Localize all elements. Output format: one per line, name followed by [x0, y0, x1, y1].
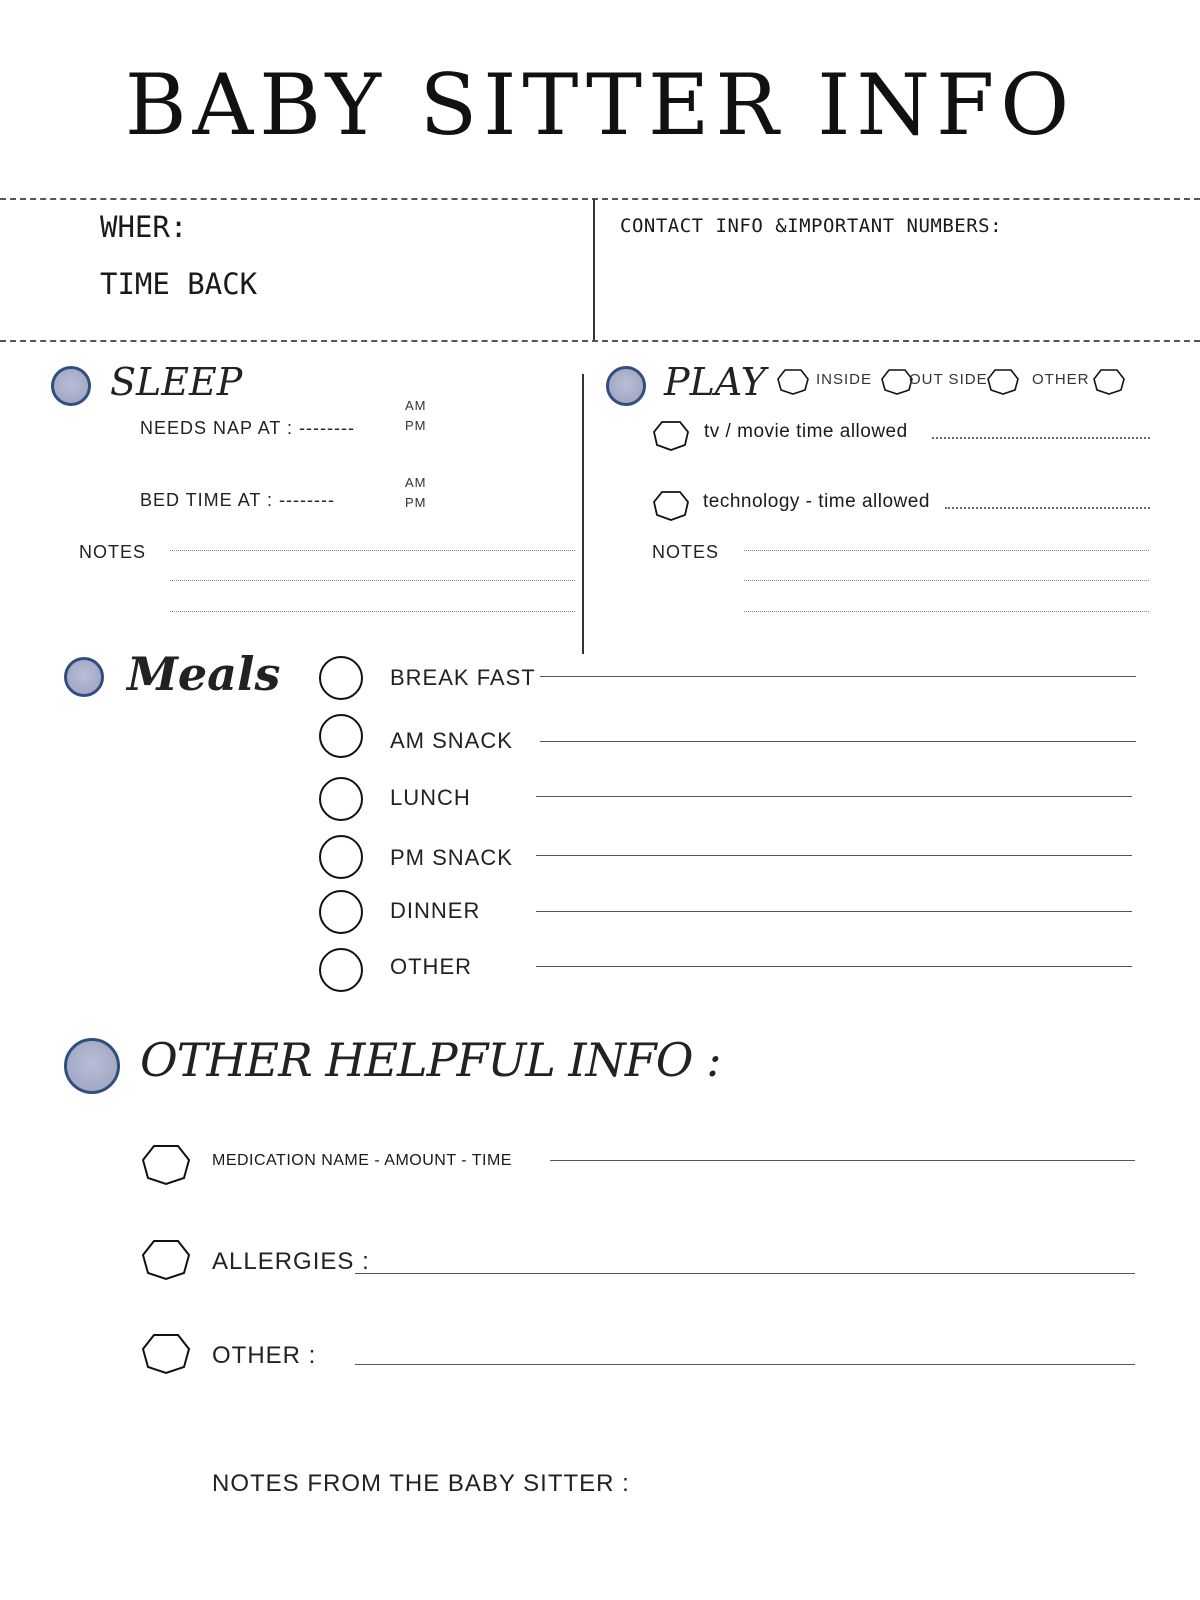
bed-pm-label: PM	[405, 495, 427, 510]
time-back-label: TIME BACK	[100, 267, 258, 301]
inside-checkbox-icon[interactable]	[777, 369, 809, 395]
breakfast-line[interactable]	[540, 676, 1136, 677]
medication-label: MEDICATION NAME - AMOUNT - TIME	[212, 1152, 512, 1169]
play-option-other: OTHER	[1032, 371, 1090, 388]
play-extra-checkbox-icon[interactable]	[1093, 369, 1125, 395]
meal-dinner-label: DINNER	[390, 898, 481, 923]
other-info-section-dot	[64, 1038, 120, 1094]
sleep-notes-line-1[interactable]	[170, 550, 575, 551]
tv-time-label: tv / movie time allowed	[704, 421, 908, 442]
play-notes-line-3[interactable]	[744, 611, 1149, 612]
am-snack-line[interactable]	[540, 741, 1136, 742]
pm-snack-line[interactable]	[536, 855, 1132, 856]
page-title: BABY SITTER INFO	[124, 56, 1076, 154]
technology-time-checkbox-icon[interactable]	[653, 491, 689, 521]
other-play-checkbox-icon[interactable]	[987, 369, 1019, 395]
tv-time-checkbox-icon[interactable]	[653, 421, 689, 451]
dinner-checkbox[interactable]	[319, 890, 363, 934]
tv-time-line[interactable]	[932, 437, 1150, 439]
meal-lunch-label: LUNCH	[390, 785, 471, 810]
sleep-section-dot	[51, 366, 91, 406]
medication-checkbox-icon[interactable]	[142, 1145, 190, 1185]
technology-time-line[interactable]	[945, 507, 1150, 509]
play-notes-line-2[interactable]	[744, 580, 1149, 581]
allergies-checkbox-icon[interactable]	[142, 1240, 190, 1280]
play-notes-label: NOTES	[652, 542, 720, 562]
nap-pm-label: PM	[405, 418, 427, 433]
sitter-notes-label: NOTES FROM THE BABY SITTER :	[212, 1470, 630, 1497]
nap-am-label: AM	[405, 398, 427, 413]
technology-time-label: technology - time allowed	[703, 491, 930, 512]
allergies-line[interactable]	[355, 1273, 1135, 1274]
play-option-outside: OUT SIDE	[909, 371, 988, 388]
sleep-play-divider	[582, 374, 584, 654]
other-info-checkbox-icon[interactable]	[142, 1334, 190, 1374]
play-option-inside: INSIDE	[816, 371, 873, 388]
meals-heading: Meals	[127, 647, 281, 701]
other-meal-checkbox[interactable]	[319, 948, 363, 992]
medication-line[interactable]	[550, 1160, 1135, 1161]
bed-am-label: AM	[405, 475, 427, 490]
bottom-dashed-divider	[0, 340, 1200, 342]
bed-time-label: BED TIME AT : --------	[140, 490, 335, 510]
sleep-notes-line-2[interactable]	[170, 580, 575, 581]
other-info-heading: OTHER HELPFUL INFO :	[140, 1033, 721, 1087]
meal-breakfast-label: BREAK FAST	[390, 665, 536, 690]
other-info-line[interactable]	[355, 1364, 1135, 1365]
meals-section-dot	[64, 657, 104, 697]
sleep-notes-label: NOTES	[79, 542, 147, 562]
play-notes-line-1[interactable]	[744, 550, 1149, 551]
play-heading: PLAY	[664, 360, 766, 404]
am-snack-checkbox[interactable]	[319, 714, 363, 758]
header-vertical-divider	[593, 199, 595, 340]
play-section-dot	[606, 366, 646, 406]
allergies-label: ALLERGIES :	[212, 1248, 370, 1275]
pm-snack-checkbox[interactable]	[319, 835, 363, 879]
meal-pm-snack-label: PM SNACK	[390, 845, 513, 870]
breakfast-checkbox[interactable]	[319, 656, 363, 700]
needs-nap-label: NEEDS NAP AT : --------	[140, 418, 356, 438]
dinner-line[interactable]	[536, 911, 1132, 912]
meal-am-snack-label: AM SNACK	[390, 728, 513, 753]
other-meal-line[interactable]	[536, 966, 1132, 967]
lunch-line[interactable]	[536, 796, 1132, 797]
where-label: WHER:	[100, 210, 188, 244]
contact-info-label: CONTACT INFO &IMPORTANT NUMBERS:	[620, 215, 1003, 237]
lunch-checkbox[interactable]	[319, 777, 363, 821]
other-info-label: OTHER :	[212, 1342, 317, 1369]
sleep-notes-line-3[interactable]	[170, 611, 575, 612]
meal-other-label: OTHER	[390, 954, 472, 979]
top-dashed-divider	[0, 198, 1200, 200]
sleep-heading: SLEEP	[110, 360, 243, 404]
